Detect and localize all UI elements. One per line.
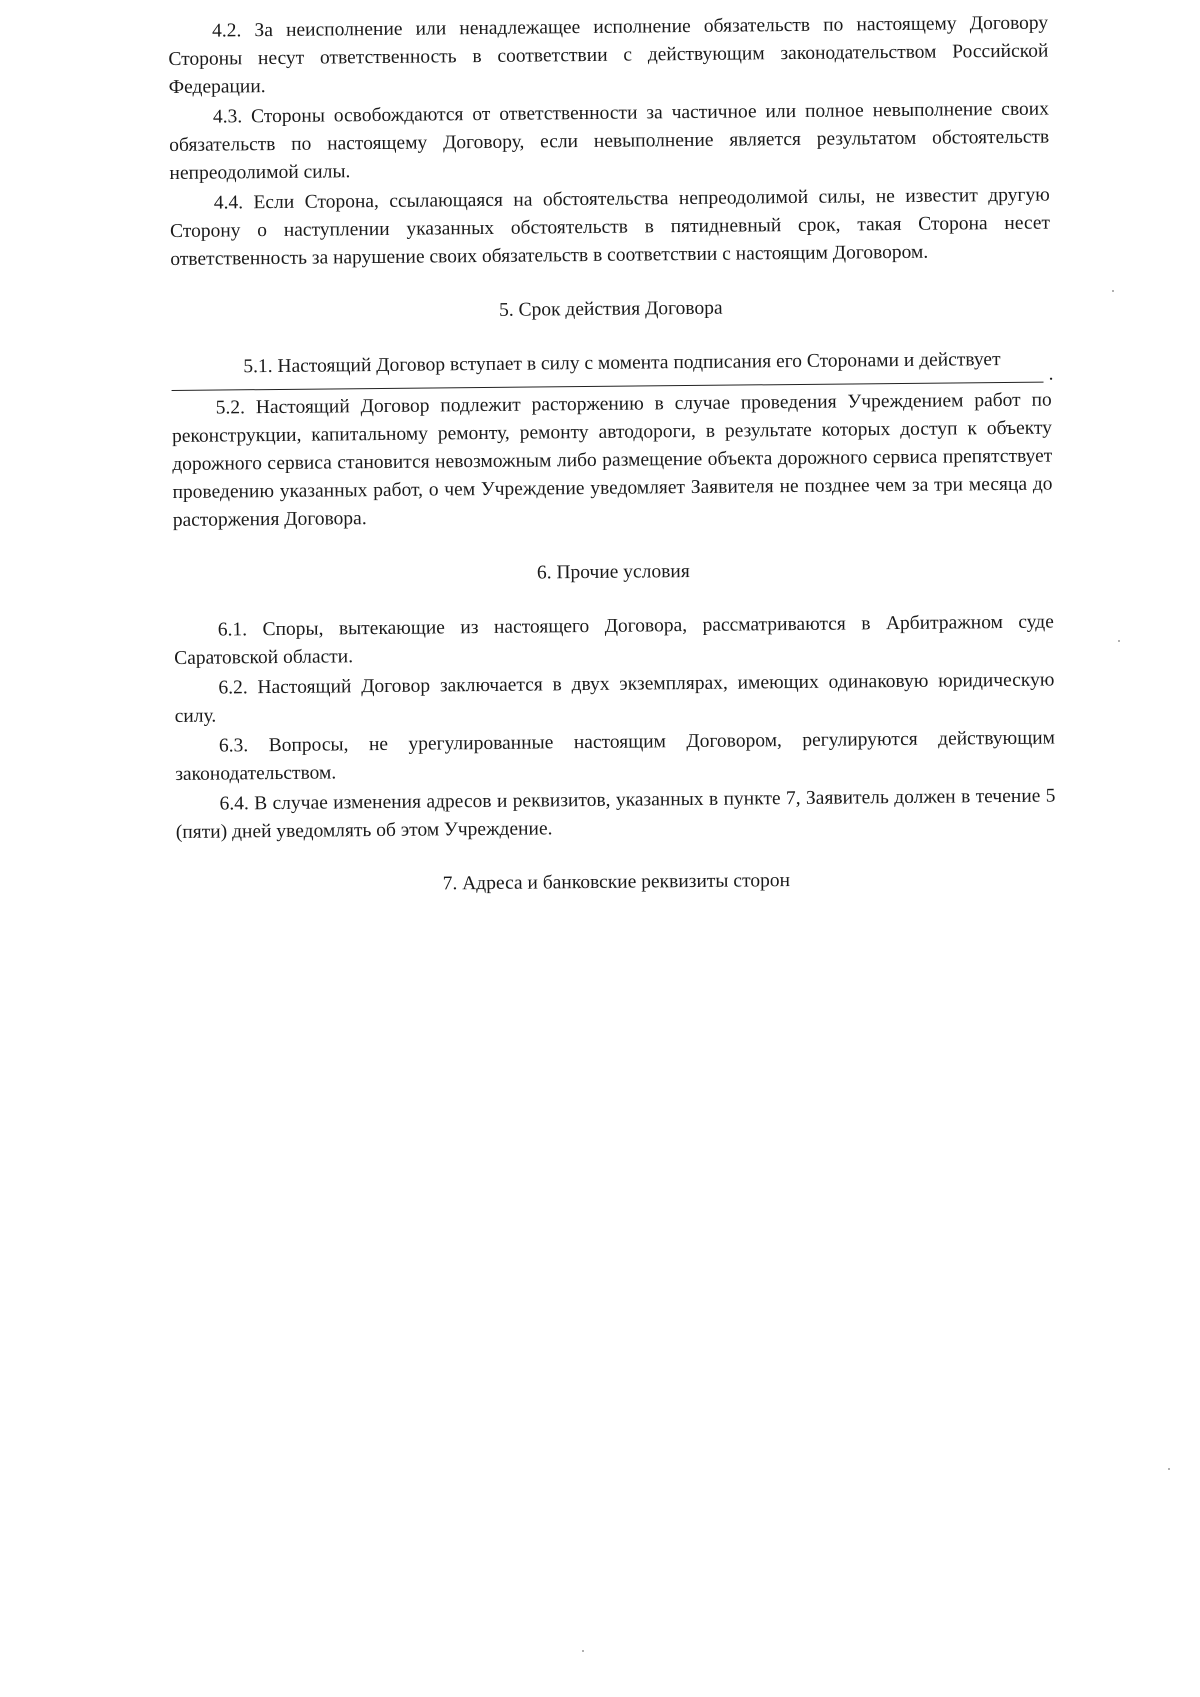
clause-5-1: 5.1. Настоящий Договор вступает в силу с момента подписания его Сторонами и действует	[243, 349, 1001, 378]
clause-6-4: 6.4. В случае изменения адресов и реквизитов, указанных в пункте 7, Заявитель должен в течение 5 (пяти) дней уведомлять об этом Учреждение.	[175, 785, 1056, 843]
section-5-heading: 5. Срок действия Договора	[498, 297, 723, 321]
section-7-heading: 7. Адреса и банковские реквизиты сторон	[442, 870, 791, 895]
blank-line-period: .	[1048, 363, 1054, 385]
clause-4-3: 4.3. Стороны освобождаются от ответственности за частичное или полное невыполнение своих обязательств по настоящему Договору, если невыполнение является результатом обстоятельств непреодолимой силы.	[169, 98, 1050, 184]
clause-5-2: 5.2. Настоящий Договор подлежит расторжению в случае проведения Учреждением работ по реконструкции, капитальному ремонту, ремонту автодороги, в результате которых доступ к объекту дорожного сервиса становится невозможным либо размещение объекта дорожного сервиса препятствует проведению указанных работ, о чем Учреждение уведомляет Заявителя не позднее чем за три месяца до расторжения Договора.	[171, 389, 1053, 531]
clause-4-4: 4.4. Если Сторона, ссылающаяся на обстоятельства непреодолимой силы, не известит другую Сторону о наступлении указанных обстоятельств в пятидневный срок, такая Сторона несет ответственность за нарушение своих обязательств в соответствии с настоящим Договором.	[169, 184, 1051, 270]
clause-4-2: 4.2. За неисполнение или ненадлежащее исполнение обязательств по настоящему Договору Стороны несут ответственность в соответствии с действующим законодательством Российской Федерации.	[168, 12, 1049, 98]
document-body	[168, 10, 1056, 901]
scan-speck	[1118, 640, 1120, 642]
clause-6-1: 6.1. Споры, вытекающие из настоящего Договора, рассматриваются в Арбитражном суде Саратовской области.	[174, 611, 1054, 669]
scan-speck	[1168, 1468, 1170, 1470]
scan-speck	[582, 1650, 584, 1652]
clause-6-2: 6.2. Настоящий Договор заключается в двух экземплярах, имеющих одинаковую юридическую силу.	[174, 669, 1055, 727]
section-6-heading: 6. Прочие условия	[536, 561, 690, 584]
clause-6-3: 6.3. Вопросы, не урегулированные настоящим Договором, регулируются действующим законодательством.	[175, 727, 1056, 785]
scan-speck	[1112, 290, 1114, 292]
